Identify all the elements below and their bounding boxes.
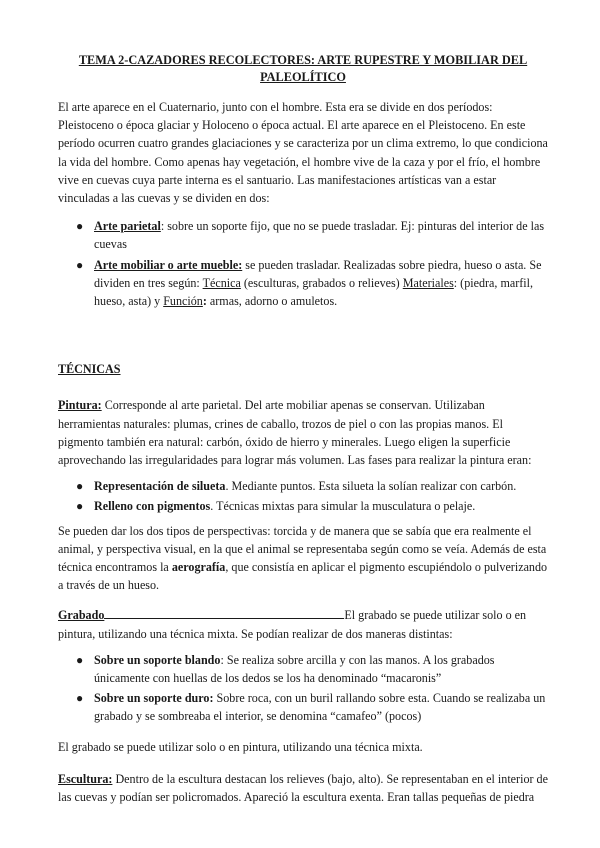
art-types-list [58,217,548,310]
list-item [58,497,548,515]
bullet-icon: ● [76,499,84,514]
item-text: . Mediante puntos. Esta silueta la solían realizar con carbón. [225,479,517,494]
item-text: : Se realiza sobre arcilla y con las manos. A los grabados únicamente con huellas de los dedos se los ha denominado “macaronis” [94,652,495,686]
item-text: se pueden trasladar. Realizadas sobre piedra, hueso o asta. Se dividen en tres según: [94,257,542,290]
term-grabado: Grabado [58,608,105,623]
term-relleno: Relleno con pigmentos [94,499,211,514]
escultura-paragraph [58,770,548,806]
intro-paragraph: El arte aparece en el Cuaternario, junto con el hombre. Esta era se divide en dos períodos: Pleistoceno o época glaciar y Holoceno o época actual. El arte aparece en el Pleistoceno. En este período ocurren cuatro grandes glaciaciones y se caracteriza por un clima extremo, lo que condiciona la vida del hombre. Como apenas hay vegetación, el hombre vive de la caza y por el frío, el hombre vive en cuevas cuya parte interna es el santuario. Las manifestaciones artísticas van a estar vinculadas a las cuevas y se dividen en dos: [58,100,548,206]
paragraph-text: Dentro de la escultura destacan los relieves (bajo, alto). Se representaban en el interior de las cuevas y podían ser policromados. Apareció la escultura exenta. Eran tallas pequeñas de piedra [58,771,548,805]
paragraph-text: , que consistía en aplicar el pigmento escupiéndolo o pulverizando a través de un hueso. [58,560,548,593]
bullet-icon: ● [76,652,84,667]
item-text: armas, adorno o amuletos. [206,294,338,309]
paragraph-text: El grabado se puede utilizar solo o en pintura, utilizando una técnica mixta. Se podían realizar de dos maneras distintas: [58,608,527,641]
item-text: (esculturas, grabados o relieves) [240,275,403,290]
term-escultura: Escultura: [58,771,113,786]
list-item [58,477,548,495]
term-soporte-blando: Sobre un soporte blando [94,652,221,667]
pintura-paragraph [58,396,548,469]
document-title: TEMA 2-CAZADORES RECOLECTORES: ARTE RUPESTRE Y MOBILIAR DEL PALEOLÍTICO [78,53,528,84]
list-item [58,651,548,687]
term-pintura: Pintura: [58,398,102,413]
section-heading-tecnicas: TÉCNICAS [58,362,121,377]
item-text: . Técnicas mixtas para simular la musculatura o pelaje. [210,499,476,514]
paragraph-text: Corresponde al arte parietal. Del arte mobiliar apenas se conservan. Utilizaban herramientas naturales: plumas, crines de caballo, trozos de piel o con las propias manos. El pigmento también era natural: carbón, óxido de hierro y minerales. Luego eligen la superficie aprovechando las irregularidades para lograr más volumen. Las fases para realizar la pintura eran: [58,398,532,468]
term-arte-mobiliar: Arte mobiliar o arte mueble: [94,257,243,272]
paragraph-text: Se pueden dar los dos tipos de perspectivas: torcida y de manera que se sabía que era realmente el animal, y perspectiva visual, en la que el animal se representaba según como se veía. Además de esta técnica encontramos la [58,523,547,575]
item-text: : sobre un soporte fijo, que no se puede trasladar. Ej: pinturas del interior de las cuevas [94,219,545,252]
list-item [58,689,548,725]
term-tecnica: Técnica [202,275,241,290]
bullet-icon: ● [76,691,84,706]
term-materiales: Materiales [402,275,454,290]
term-aerografia: aerografía [171,560,226,575]
list-item [58,256,548,311]
term-silueta: Representación de silueta [94,479,226,494]
pintura-phases-list [58,477,548,515]
term-soporte-duro: Sobre un soporte duro: [94,691,214,706]
item-text: : (piedra, marfil, hueso, asta) y [94,275,534,309]
item-text: Sobre roca, con un buril rallando sobre esta. Cuando se realizaba un grabado y se sombreaba el interior, se denomina “camafeo” (pocos) [94,691,546,724]
bullet-icon: ● [76,219,84,234]
list-item [58,217,548,253]
grabado-methods-list [58,651,548,726]
grabado-paragraph [58,606,548,642]
item-colon: : [202,294,207,309]
grabado-repeat-paragraph: El grabado se puede utilizar solo o en pintura, utilizando una técnica mixta. [58,739,423,754]
bullet-icon: ● [76,257,84,272]
perspectivas-paragraph [58,522,548,595]
term-arte-parietal: Arte parietal [94,219,161,234]
underline-rule [104,607,344,619]
bullet-icon: ● [76,479,84,494]
term-funcion: Función [163,294,203,309]
